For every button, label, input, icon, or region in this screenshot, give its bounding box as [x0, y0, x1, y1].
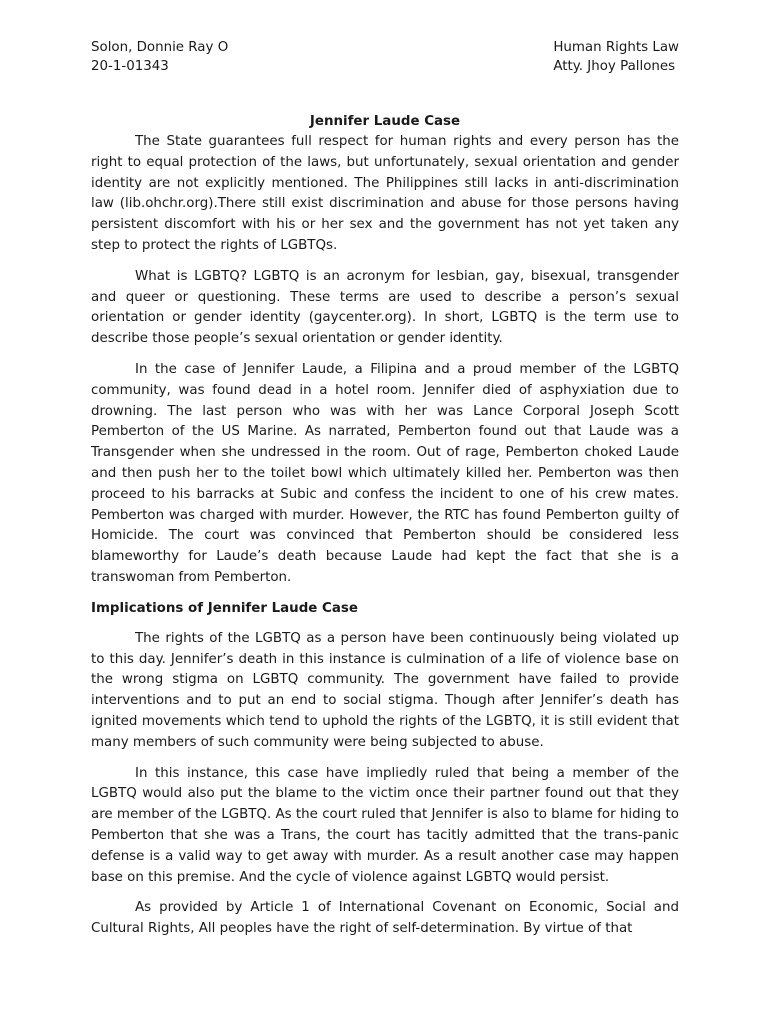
- student-id: 20-1-01343: [91, 59, 169, 74]
- paragraph-intro-2: What is LGBTQ? LGBTQ is an acronym for lesbian, gay, bisexual, transgender and queer or questioning. These terms are used to describe a person’s sexual orientation or gender identity (gaycenter.org). In short, LGBTQ is the term use to describe those people’s sexual orientation or gender identity.: [91, 268, 679, 347]
- instructor-name: Atty. Jhoy Pallones: [553, 59, 676, 74]
- document-page: [91, 38, 679, 940]
- paragraph-implications-3: As provided by Article 1 of International Covenant on Economic, Social and Cultural Rights, All peoples have the right of self-determination. By virtue of that: [91, 900, 679, 937]
- paragraph-implications-2: In this instance, this case have impliedly ruled that being a member of the LGBTQ would also put the blame to the victim once their partner found out that they are member of the LGBTQ. As the court ruled that Jennifer is also to blame for hiding to Pemberton that she was a Trans, the court has tacitly admitted that the trans-panic defense is a valid way to get away with murder. As a result another case may happen base on this premise. And the cycle of violence against LGBTQ would persist.: [91, 765, 679, 885]
- paragraph-intro-1: The State guarantees full respect for human rights and every person has the right to equal protection of the laws, but unfortunately, sexual orientation and gender identity are not explicitly mentioned. The Philippines still lacks in anti-discrimination law (lib.ohchr.org).There still exist discrimination and abuse for those persons having persistent discomfort with his or her sex and the government has not yet taken any step to protect the rights of LGBTQs.: [91, 134, 679, 253]
- header-left: [91, 38, 228, 76]
- section-subheading: Implications of Jennifer Laude Case: [91, 600, 358, 616]
- document-title: Jennifer Laude Case: [309, 114, 461, 129]
- header-right: [553, 38, 679, 76]
- paragraph-intro-3: In the case of Jennifer Laude, a Filipina and a proud member of the LGBTQ community, was found dead in a hotel room. Jennifer died of asphyxiation due to drowning. The last person who was with her was Lance Corporal Joseph Scott Pemberton of the US Marine. As narrated, Pemberton found out that Laude was a Transgender when she undressed in the room. Out of rage, Pemberton choked Laude and then push her to the toilet bowl which ultimately killed her. Pemberton was then proceed to his barracks at Subic and confess the incident to one of his crew mates. Pemberton was charged with murder. However, the RTC has found Pemberton guilty of Homicide. The court was convinced that Pemberton should be considered less blameworthy for Laude’s death because Laude had kept the fact that she is a transwoman from Pemberton.: [91, 361, 679, 585]
- author-name: Solon, Donnie Ray O: [91, 40, 229, 55]
- course-name: Human Rights Law: [553, 40, 679, 55]
- document-header: [91, 38, 679, 76]
- paragraph-implications-1: The rights of the LGBTQ as a person have been continuously being violated up to this day. Jennifer’s death in this instance is culmination of a life of violence base on the wrong stigma on LGBTQ community. The government have failed to provide interventions and to put an end to social stigma. Though after Jennifer’s death has ignited movements which tend to uphold the rights of the LGBTQ, it is still evident that many members of such community were being subjected to abuse.: [91, 630, 679, 750]
